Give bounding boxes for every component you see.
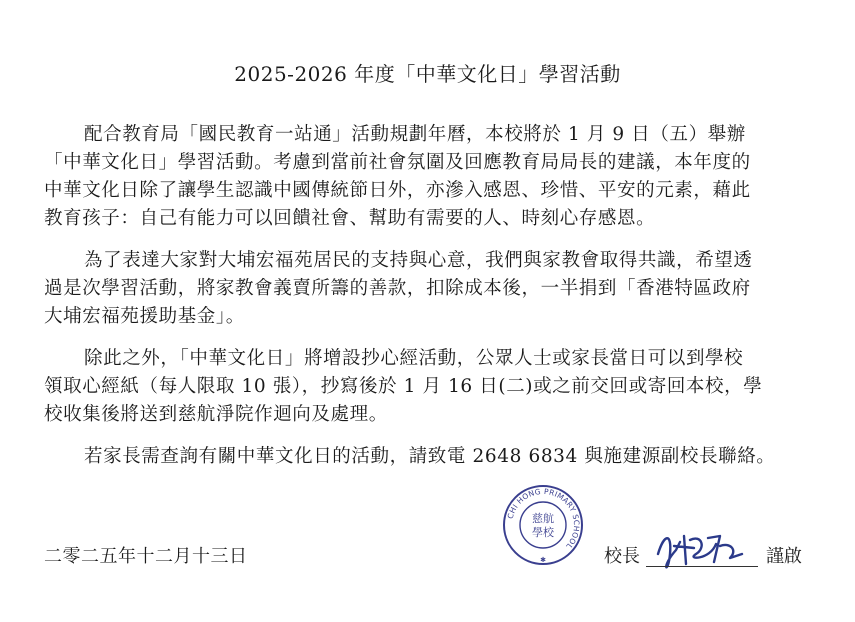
page-title: 2025-2026 年度「中華文化日」學習活動	[234, 62, 621, 86]
paragraph-2-line-1: 為了表達大家對大埔宏福苑居民的支持與心意，我們與家教會取得共識，希望透	[84, 250, 753, 271]
school-seal	[502, 484, 584, 566]
paragraph-1-line-4: 教育孩子：自己有能力可以回饋社會、幫助有需要的人、時刻心存感恩。	[44, 208, 656, 229]
paragraph-1-line-2: 「中華文化日」學習活動。考慮到當前社會氛圍及回應教育局局長的建議，本年度的	[44, 152, 751, 173]
seal-ring-text: CHI HONG PRIMARY SCHOOL	[505, 486, 582, 551]
paragraph-1-line-1: 配合教育局「國民教育一站通」活動規劃年曆，本校將於 1 月 9 日（五）舉辦	[84, 124, 746, 145]
svg-text:✱: ✱	[540, 556, 546, 564]
seal-center-top: 慈航	[532, 512, 554, 525]
paragraph-3-line-2: 領取心經紙（每人限取 10 張），抄寫後於 1 月 16 日(二)或之前交回或寄回本校，學	[44, 376, 763, 397]
signature-line	[646, 566, 758, 567]
principal-label: 校長	[604, 546, 640, 567]
date-line: 二零二五年十二月十三日	[44, 546, 248, 567]
paragraph-2-line-2: 過是次學習活動，將家教會義賣所籌的善款，扣除成本後，一半捐到「香港特區政府	[44, 278, 751, 299]
closing-text: 謹啟	[766, 546, 802, 567]
paragraph-2-line-3: 大埔宏福苑援助基金」。	[44, 306, 245, 327]
principal-signature	[650, 524, 750, 572]
seal-center-bottom: 學校	[532, 526, 554, 539]
paragraph-3-line-3: 校收集後將送到慈航淨院作迴向及處理。	[44, 404, 388, 425]
paragraph-1-line-3: 中華文化日除了讓學生認識中國傳統節日外，亦滲入感恩、珍惜、平安的元素，藉此	[44, 180, 751, 201]
paragraph-4-line-1: 若家長需查詢有關中華文化日的活動，請致電 2648 6834 與施建源副校長聯絡。	[84, 446, 776, 467]
paragraph-3-line-1: 除此之外，「中華文化日」將增設抄心經活動，公眾人士或家長當日可以到學校	[84, 348, 744, 369]
